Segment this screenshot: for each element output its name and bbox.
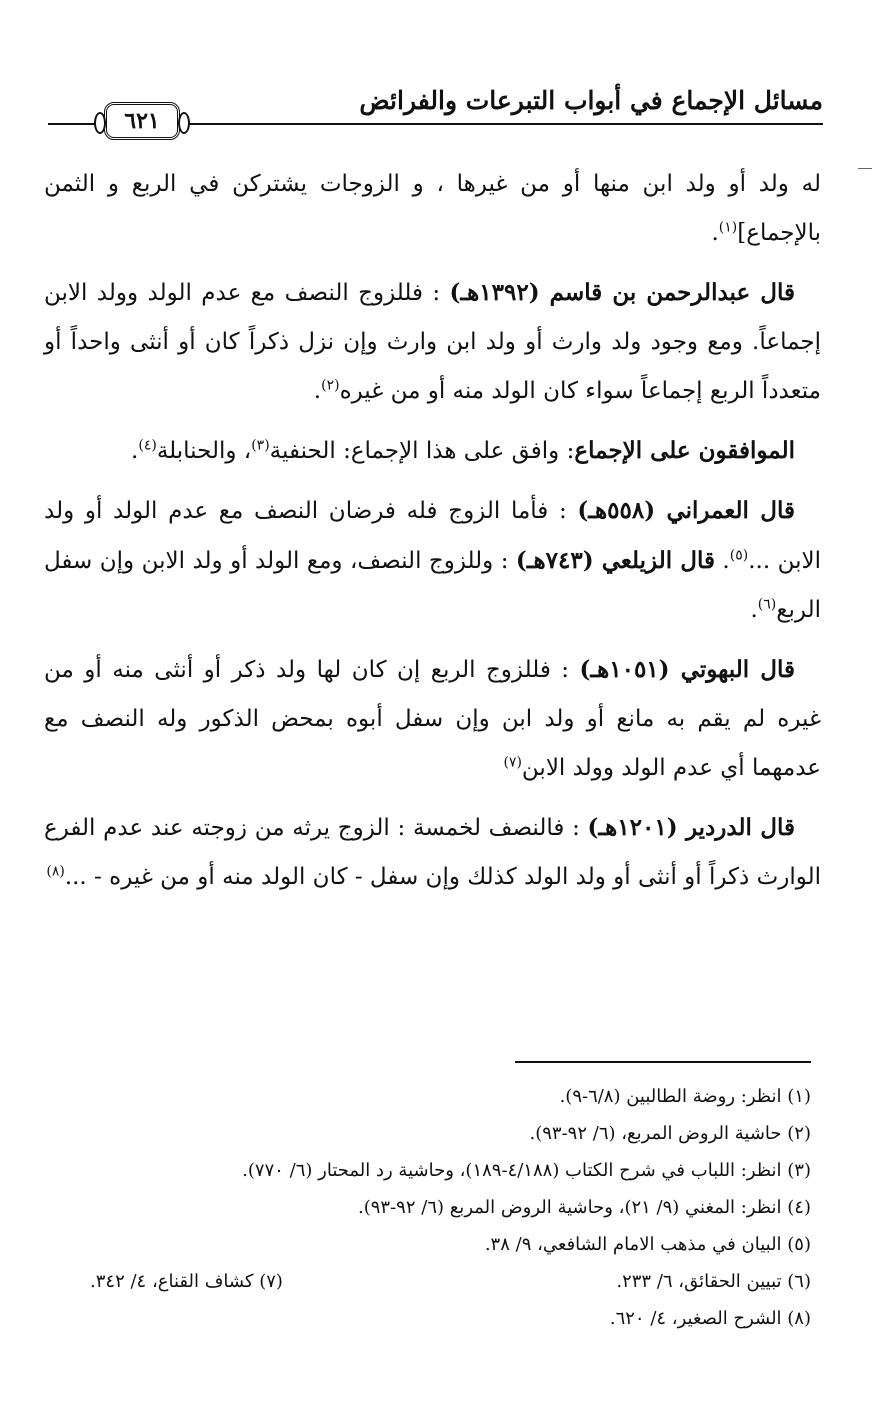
paragraph — [44, 486, 821, 635]
footnote-item: (١) انظر: روضة الطالبين (٦/٨-٩). — [559, 1086, 811, 1107]
paragraph-text: . — [711, 220, 719, 246]
footnote-reference: (٦) — [757, 596, 777, 613]
paragraph — [44, 268, 821, 416]
paragraph-text: . — [313, 378, 322, 404]
footnote-row — [40, 1263, 811, 1300]
footnote-reference: (٣) — [251, 437, 270, 454]
footnote-item: (٦) تبيين الحقائق، ٦/ ٢٣٣. — [616, 1271, 811, 1292]
paragraph-text: : فالنصف لخمسة : الزوج يرثه من زوجته عند عدم الفرع الوارث ذكراً أو أنثى أو ولد الولد كذلك وإن سفل - كان الولد منه أو من غيره - ... — [44, 815, 821, 890]
paragraph-text: له ولد أو ولد ابن منها أو من غيرها ، و الزوجات يشتركن في الربع و الثمن بالإجماع] — [44, 171, 821, 246]
footnote-item: (٢) حاشية الروض المربع، (٦/ ٩٢-٩٣). — [529, 1123, 811, 1144]
running-header-title: مسائل الإجماع في أبواب التبرعات والفرائض — [359, 86, 823, 115]
footnote-item: (٧) كشاف القناع، ٤/ ٣٤٢. — [90, 1271, 283, 1292]
paragraph-text: . — [714, 548, 730, 574]
footnote-reference: (١) — [718, 219, 738, 236]
footnote-item: (٣) انظر: اللباب في شرح الكتاب (٤/١٨٨-١٨٩)، وحاشية رد المحتار (٦/ ٧٧٠). — [242, 1160, 811, 1181]
paragraph-text: : فأما الزوج فله فرضان النصف مع عدم الولد أو ولد الابن ... — [44, 498, 822, 574]
page-number: ٦٢١ — [104, 102, 180, 140]
footnote-reference: (٢) — [321, 377, 340, 394]
paragraph — [44, 645, 821, 793]
footnote-reference: (٧) — [503, 754, 522, 771]
scholar-citation: قال الزيلعي (٧٤٣هـ) — [515, 547, 715, 574]
paragraph-text: : وللزوج النصف، ومع الولد أو ولد الابن وإن سفل الربع — [44, 548, 821, 623]
paragraph-text: : فللزوج النصف مع عدم الولد وولد الابن إجماعاً. ومع وجود ولد وارث أو ولد ابن وارث وإن نزل ذكراً كان أو أنثى واحداً أو متعدداً الربع إجماعاً سواء كان الولد منه أو من غيره — [44, 280, 821, 404]
paragraph — [44, 426, 821, 476]
footnote-separator — [515, 1061, 811, 1063]
scholar-citation: قال عبدالرحمن بن قاسم (١٣٩٢هـ) — [449, 279, 795, 306]
paragraph-text: ، والحنابلة — [156, 438, 252, 464]
footnote-item: (٥) البيان في مذهب الامام الشافعي، ٩/ ٣٨. — [484, 1234, 811, 1255]
margin-mark — [858, 168, 872, 169]
footnote-reference: (٥) — [729, 547, 749, 564]
scholar-citation: الموافقون على الإجماع — [574, 437, 795, 464]
footnote-item: (٤) انظر: المغني (٩/ ٢١)، وحاشية الروض المربع (٦/ ٩٢-٩٣). — [357, 1197, 811, 1218]
paragraph-text: . — [131, 438, 139, 464]
scholar-citation: قال العمراني (٥٥٨هـ) — [577, 497, 795, 524]
scholar-citation: قال الدردير (١٢٠١هـ) — [587, 814, 795, 841]
paragraph — [44, 160, 821, 258]
footnote-reference: (٨) — [46, 863, 65, 880]
footnotes — [40, 1078, 811, 1337]
scholar-citation: قال البهوتي (١٠٥١هـ) — [579, 656, 795, 683]
footnote-reference: (٤) — [138, 437, 157, 454]
paragraph — [44, 803, 821, 902]
paragraph-text: : فللزوج الربع إن كان لها ولد ذكر أو أنثى منه أو من غيره لم يقم به مانع أو ولد ابن وإن سفل أبوه بمحض الذكور وله النصف مع عدمهما أي عدم الولد وولد الابن — [44, 657, 821, 781]
paragraph-text: : وافق على هذا الإجماع: الحنفية — [269, 438, 575, 464]
main-text — [44, 160, 821, 912]
footnote-item: (٨) الشرح الصغير، ٤/ ٦٢٠. — [609, 1308, 811, 1329]
paragraph-text: . — [750, 597, 758, 623]
